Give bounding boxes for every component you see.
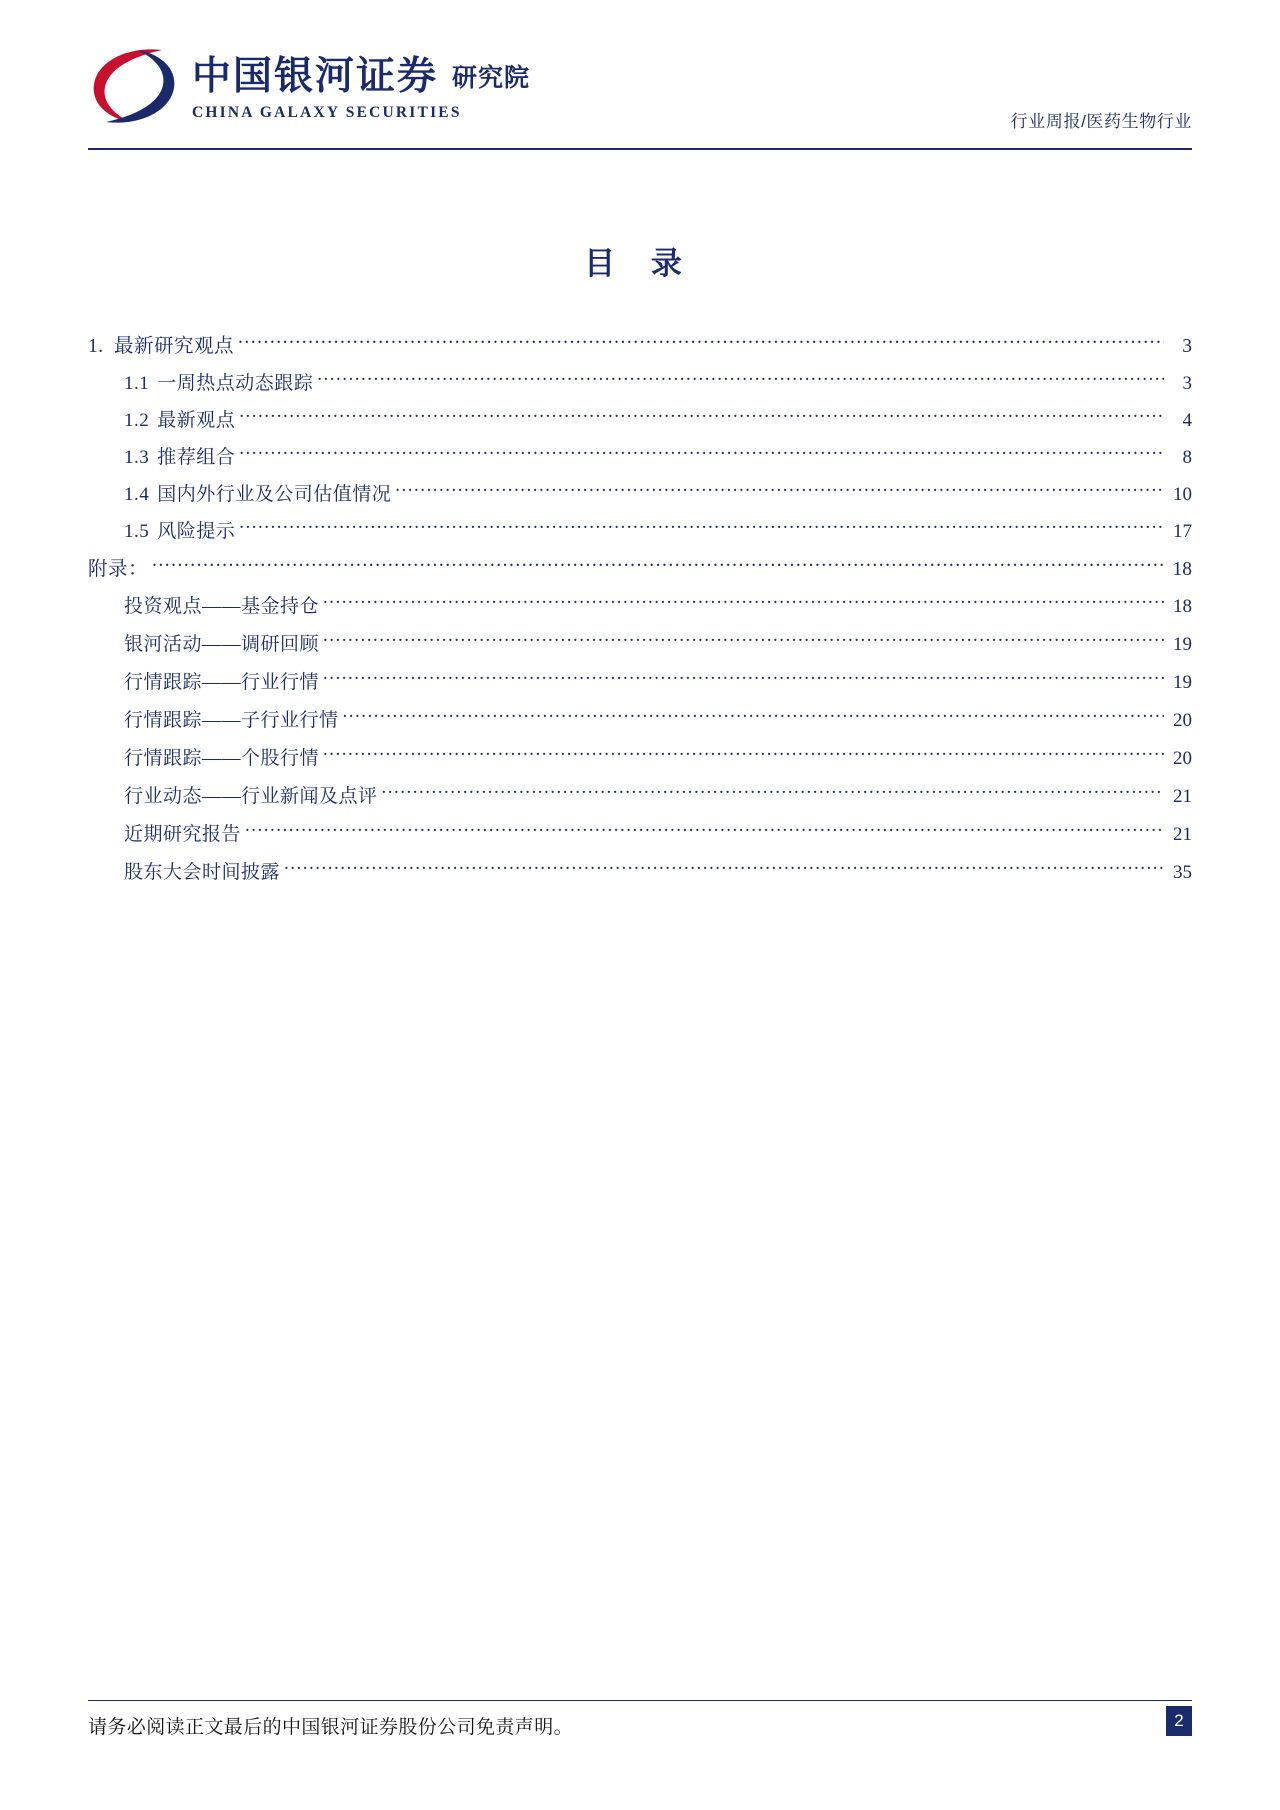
toc-leader-dots xyxy=(323,631,1164,650)
galaxy-logo-icon xyxy=(88,44,180,128)
toc-leader-dots xyxy=(239,444,1164,463)
toc-entry-page: 21 xyxy=(1173,824,1192,845)
toc-entry-label: 近期研究报告 xyxy=(124,824,242,845)
toc-entry-label: 一周热点动态跟踪 xyxy=(157,373,314,394)
toc-entry[interactable] xyxy=(88,479,1192,506)
toc-entry-label: 投资观点——基金持仓 xyxy=(124,596,320,617)
page-header xyxy=(88,36,1192,148)
toc-entry-label: 附录： xyxy=(88,559,149,580)
toc-entry[interactable] xyxy=(88,405,1192,432)
toc-entry-number: 1.2 xyxy=(124,410,150,431)
toc-entry[interactable] xyxy=(88,442,1192,469)
toc-entry-page: 17 xyxy=(1173,521,1192,542)
toc-entry[interactable] xyxy=(88,330,1192,358)
toc-entry-label: 行情跟踪——个股行情 xyxy=(124,748,320,769)
toc-leader-dots xyxy=(152,556,1164,576)
toc-entry[interactable] xyxy=(88,516,1192,543)
toc-entry-number: 1. xyxy=(88,336,104,357)
toc-entry-label: 最新观点 xyxy=(157,410,236,431)
toc-entry[interactable] xyxy=(88,591,1192,618)
toc-entry-number: 1.4 xyxy=(124,484,150,505)
toc-leader-dots xyxy=(245,821,1164,840)
toc-entry[interactable] xyxy=(88,553,1192,581)
footer-divider xyxy=(88,1700,1192,1701)
toc-entry-page: 20 xyxy=(1173,710,1192,731)
toc-entry-label: 股东大会时间披露 xyxy=(124,862,281,883)
toc-entry-page: 3 xyxy=(1182,336,1192,357)
toc-entry-label: 行业动态——行业新闻及点评 xyxy=(124,786,378,807)
toc-entry[interactable] xyxy=(88,781,1192,808)
toc-entry-number: 1.1 xyxy=(124,373,150,394)
toc-leader-dots xyxy=(323,745,1164,764)
toc-entry-page: 4 xyxy=(1182,410,1192,431)
toc-leader-dots xyxy=(284,859,1164,878)
toc-entry[interactable] xyxy=(88,667,1192,694)
footer-disclaimer: 请务必阅读正文最后的中国银河证券股份公司免责声明。 xyxy=(88,1717,574,1738)
company-logo xyxy=(88,44,530,128)
toc-entry-label: 国内外行业及公司估值情况 xyxy=(157,484,392,505)
toc-entry-label: 最新研究观点 xyxy=(114,336,235,357)
toc-entry-page: 8 xyxy=(1182,447,1192,468)
toc-leader-dots xyxy=(395,481,1164,500)
logo-company-name-en: CHINA GALAXY SECURITIES xyxy=(192,104,462,121)
toc-entry-page: 10 xyxy=(1173,484,1192,505)
toc-leader-dots xyxy=(317,370,1164,389)
toc-entry-page: 3 xyxy=(1182,373,1192,394)
table-of-contents xyxy=(88,330,1192,895)
toc-leader-dots xyxy=(239,518,1164,537)
toc-entry-page: 19 xyxy=(1173,634,1192,655)
toc-leader-dots xyxy=(323,593,1164,612)
toc-leader-dots xyxy=(343,707,1164,726)
toc-entry-page: 18 xyxy=(1173,596,1192,617)
logo-institute-name: 研究院 xyxy=(452,65,531,93)
header-divider xyxy=(88,148,1192,150)
breadcrumb: 行业周报/医药生物行业 xyxy=(1010,112,1192,131)
logo-company-name: 中国银河证券 xyxy=(192,55,439,99)
toc-entry-page: 19 xyxy=(1173,672,1192,693)
logo-text xyxy=(192,57,530,128)
toc-entry-label: 行情跟踪——子行业行情 xyxy=(124,710,339,731)
toc-entry[interactable] xyxy=(88,705,1192,732)
toc-entry-page: 20 xyxy=(1173,748,1192,769)
toc-leader-dots xyxy=(238,333,1164,353)
toc-leader-dots xyxy=(382,783,1164,802)
toc-entry[interactable] xyxy=(88,819,1192,846)
toc-entry[interactable] xyxy=(88,743,1192,770)
toc-leader-dots xyxy=(239,407,1164,426)
toc-entry-page: 18 xyxy=(1172,559,1192,580)
toc-entry-label: 行情跟踪——行业行情 xyxy=(124,672,320,693)
toc-entry-label: 风险提示 xyxy=(157,521,236,542)
toc-entry-number: 1.5 xyxy=(124,521,150,542)
toc-entry[interactable] xyxy=(88,368,1192,395)
toc-entry[interactable] xyxy=(88,857,1192,884)
page-number-badge: 2 xyxy=(1166,1706,1192,1736)
toc-entry[interactable] xyxy=(88,629,1192,656)
toc-entry-number: 1.3 xyxy=(124,447,150,468)
toc-entry-label: 银河活动——调研回顾 xyxy=(124,634,320,655)
toc-entry-label: 推荐组合 xyxy=(157,447,236,468)
page-title: 目 录 xyxy=(584,246,696,281)
toc-leader-dots xyxy=(323,669,1164,688)
toc-entry-page: 35 xyxy=(1173,862,1192,883)
toc-entry-page: 21 xyxy=(1173,786,1192,807)
